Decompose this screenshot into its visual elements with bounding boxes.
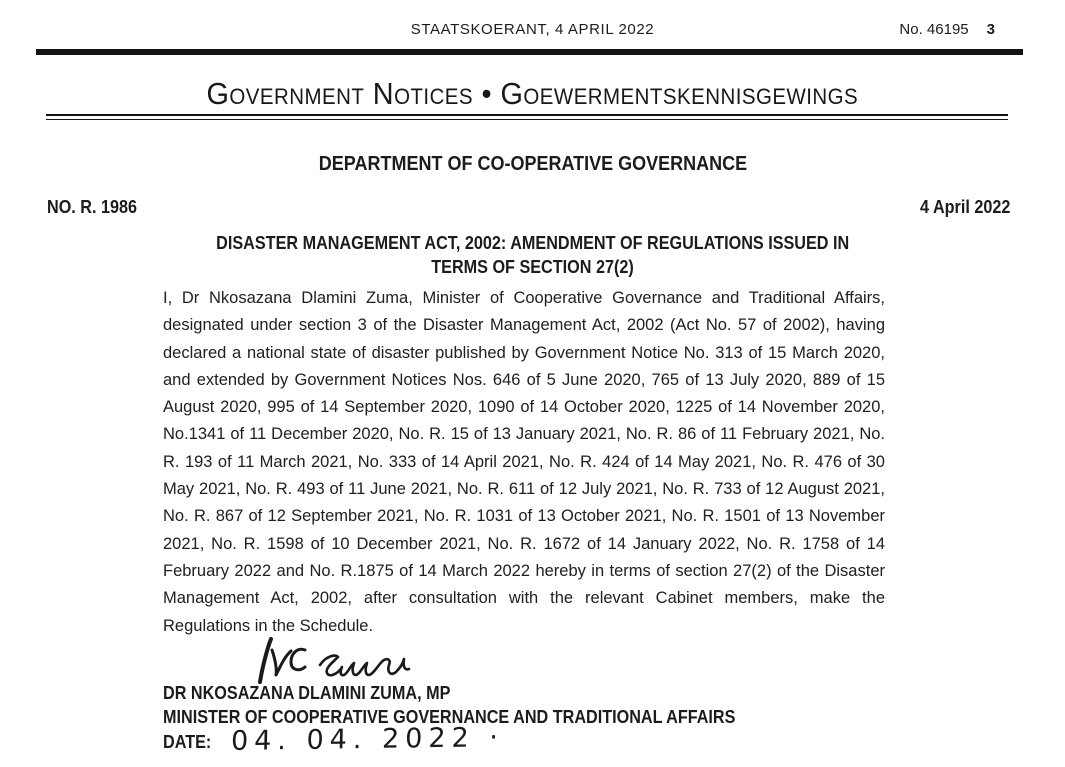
- page-number: 3: [986, 21, 995, 38]
- notice-body-paragraph: I, Dr Nkosazana Dlamini Zuma, Minister of Cooperative Governance and Traditional Affairs, designated under section 3 of the Disaster Management Act, 2002 (Act No. 57 of 2002), having declared a national state of disaster published by Government Notice No. 313 of 15 March 2020, and extended by Government Notices Nos. 646 of 5 June 2020, 765 of 13 July 2020, 889 of 15 August 2020, 995 of 14 September 2020, 1090 of 14 October 2020, 1225 of 14 November 2020, No.1341 of 11 December 2020, No. R. 15 of 13 January 2021, No. R. 86 of 11 February 2021, No. R. 193 of 11 March 2021, No. 333 of 14 April 2021, No. R. 424 of 14 May 2021, No. R. 476 of 30 May 2021, No. R. 493 of 11 June 2021, No. R. 611 of 12 July 2021, No. R. 733 of 12 August 2021, No. R. 867 of 12 September 2021, No. R. 1031 of 13 October 2021, No. R. 1501 of 13 November 2021, No. R. 1598 of 10 December 2021, No. R. 1672 of 14 January 2022, No. R. 1758 of 14 February 2022 and No. R.1875 of 14 March 2022 hereby in terms of section 27(2) of the Disaster Management Act, 2002, after consultation with the relevant Cabinet members, make the Regulations in the Schedule.: [163, 289, 885, 635]
- notices-banner: [0, 76, 1065, 112]
- issue-number-block: [899, 21, 995, 38]
- signatory-name: DR NKOSAZANA DLAMINI ZUMA, MP: [163, 683, 451, 703]
- notice-meta-row: [47, 197, 1010, 218]
- date-label: DATE:: [163, 732, 212, 752]
- signatory-title: MINISTER OF COOPERATIVE GOVERNANCE AND TRADITIONAL AFFAIRS: [163, 707, 736, 727]
- date-row: [163, 724, 504, 755]
- notice-title-line-1: DISASTER MANAGEMENT ACT, 2002: AMENDMENT OF REGULATIONS ISSUED IN: [215, 233, 850, 253]
- banner-rule: [46, 114, 1008, 120]
- handwritten-date: 04. 04. 2022 ·: [230, 722, 504, 757]
- signatory-name-row: [163, 683, 482, 704]
- department-heading: [0, 153, 1065, 176]
- notice-number: NO. R. 1986: [47, 197, 138, 217]
- notice-title: [0, 231, 1065, 279]
- notice-date: 4 April 2022: [919, 197, 1010, 217]
- handwritten-signature-icon: [250, 637, 420, 685]
- header-rule: [36, 49, 1023, 55]
- gazette-name-header: STAATSKOERANT, 4 APRIL 2022: [410, 21, 655, 38]
- notices-banner-title: Government Notices • Goewermentskennisgewings: [206, 76, 859, 111]
- department-heading-text: DEPARTMENT OF CO-OPERATIVE GOVERNANCE: [318, 153, 747, 175]
- issue-number: No. 46195: [899, 21, 969, 38]
- notice-title-line-2: TERMS OF SECTION 27(2): [431, 257, 634, 277]
